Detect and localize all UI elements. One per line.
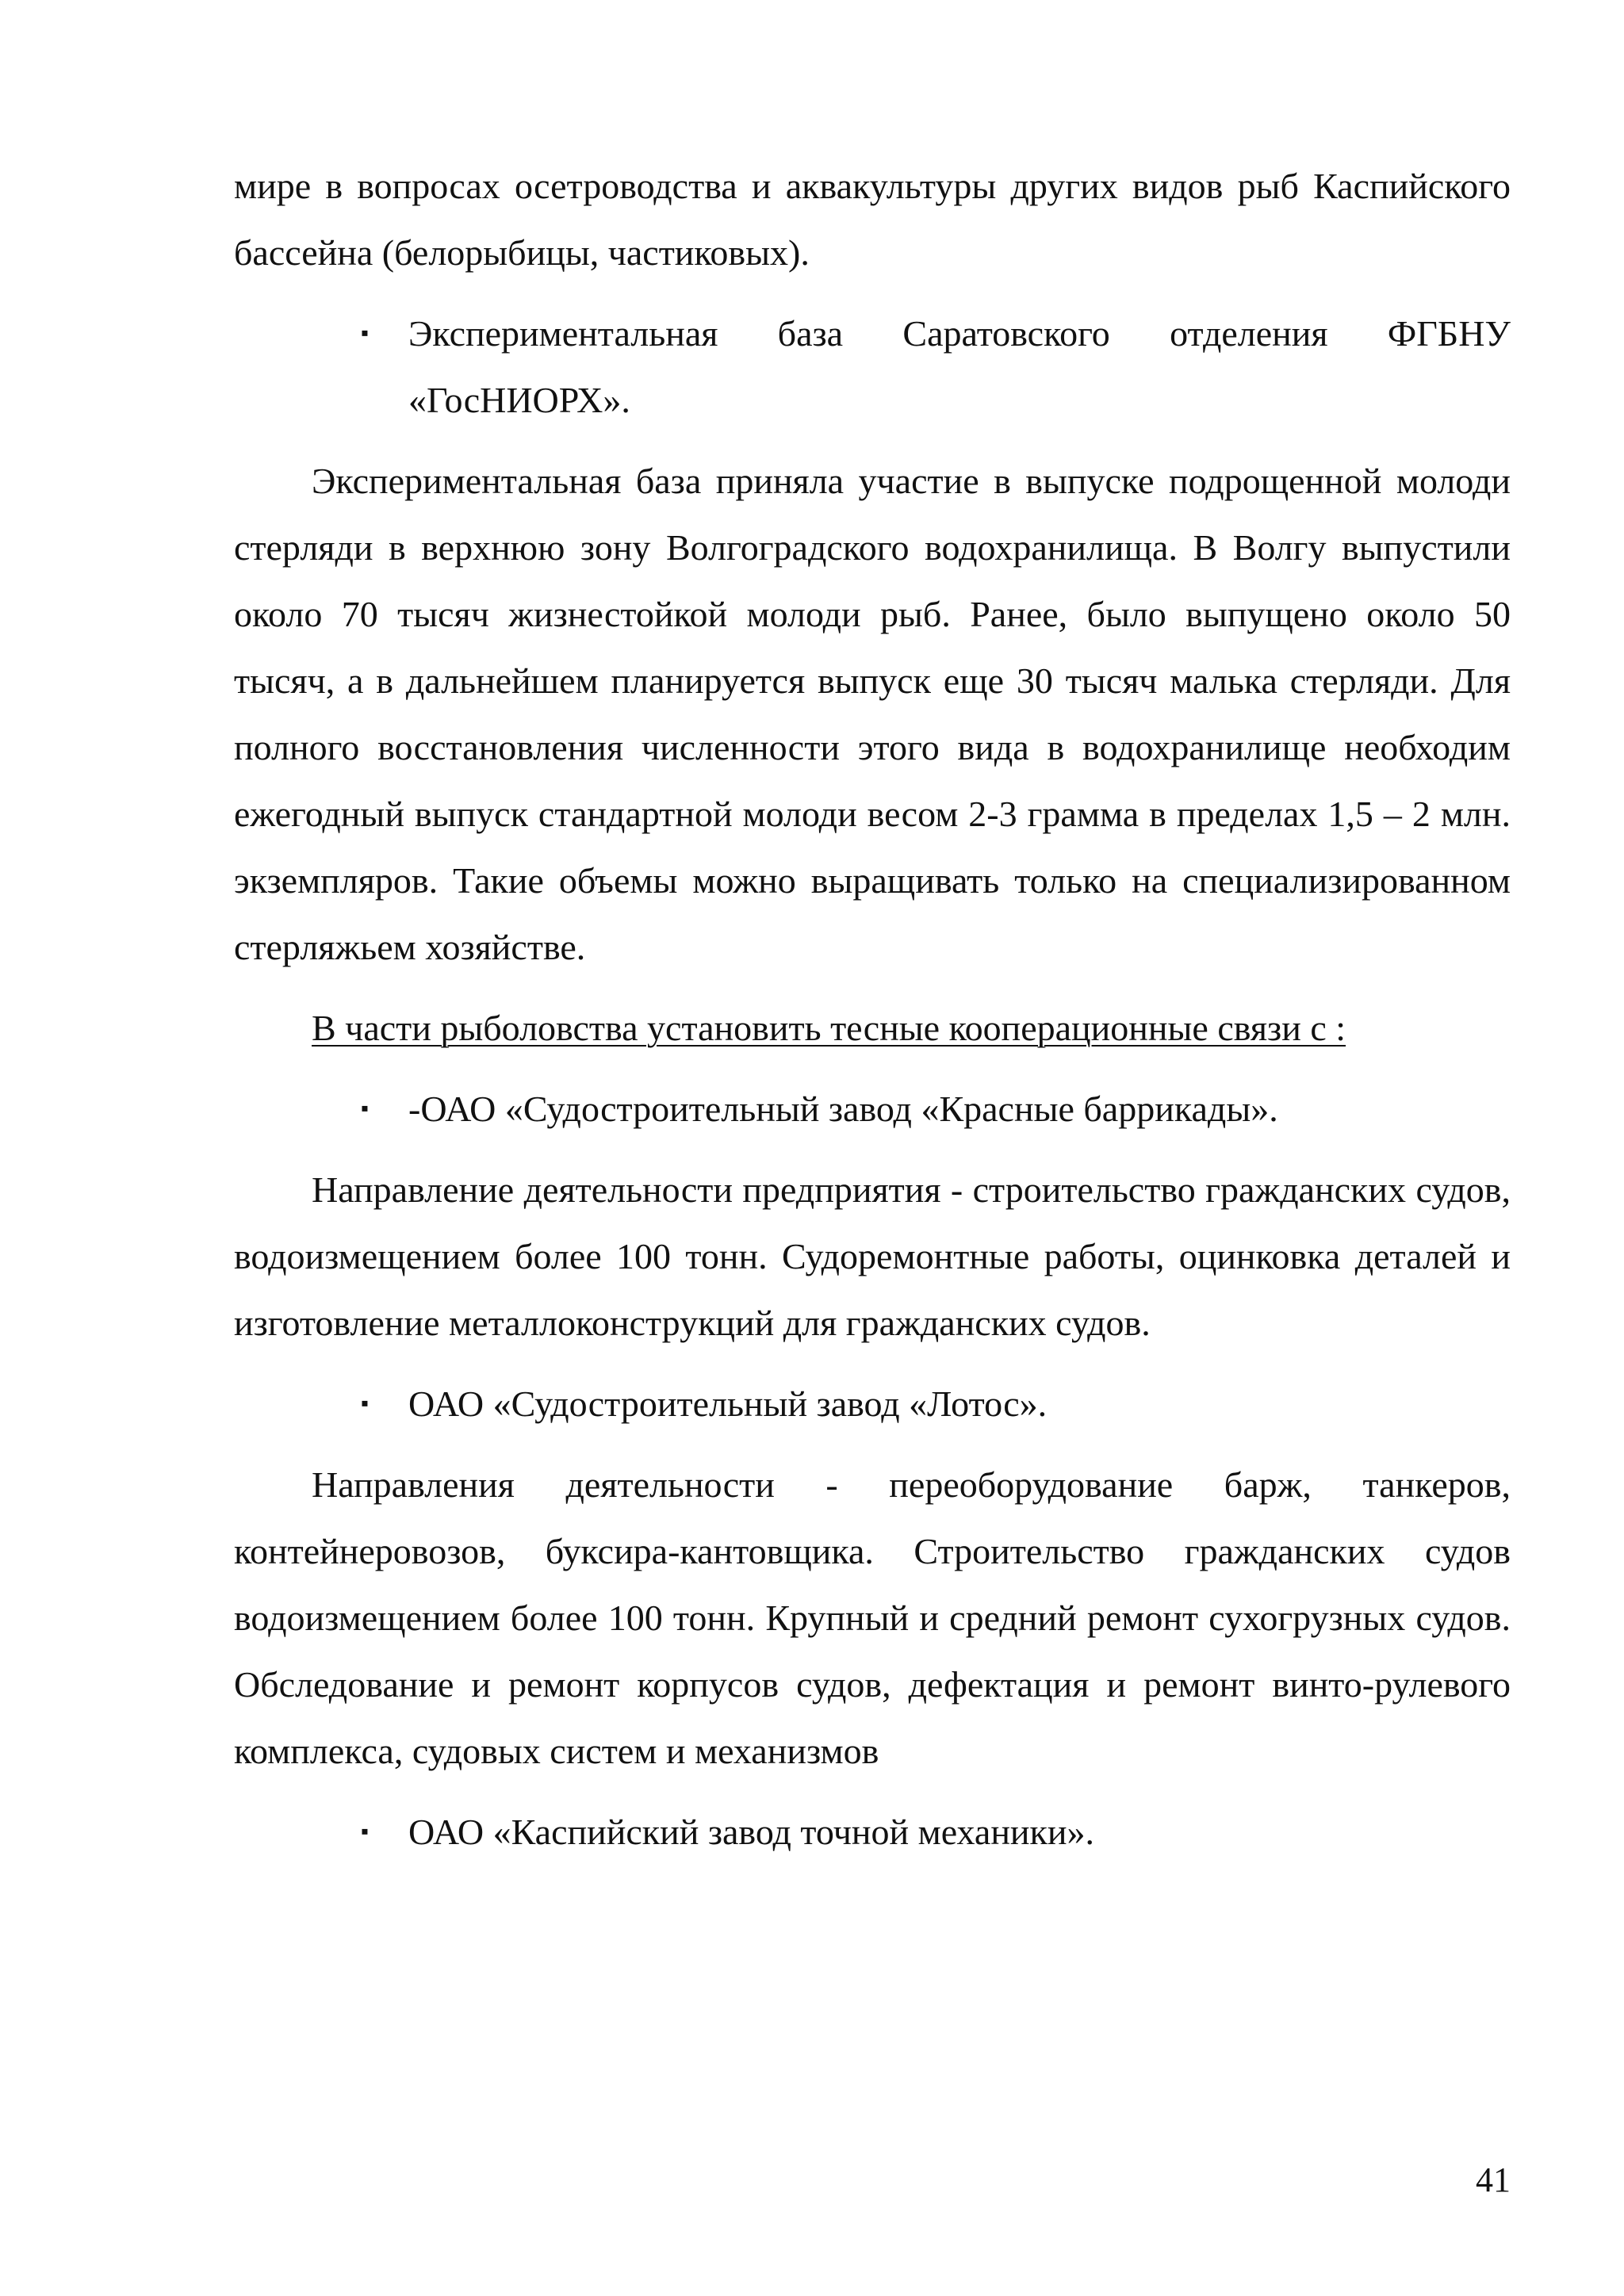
paragraph-lotos-activity: Направления деятельности - переоборудование барж, танкеров, контейнеровозов, буксира-кантовщика. Строительство гражданских судов водоизмещением более 100 тонн. Крупный и средний ремонт сухогрузных судов. Обследование и ремонт корпусов судов, дефектация и ремонт винто-рулевого комплекса, судовых систем и механизмов	[234, 1464, 1511, 1771]
page-body	[234, 153, 1511, 1880]
bullet-item-lotos	[234, 1371, 1511, 1437]
square-bullet-icon: ▪	[361, 1820, 369, 1844]
page-number: 41	[1476, 2160, 1511, 2199]
square-bullet-icon: ▪	[361, 321, 369, 346]
paragraph-experimental-base: Экспериментальная база приняла участие в выпуске подрощенной молоди стерляди в верхнюю зону Волгоградского водохранилища. В Волгу выпустили около 70 тысяч жизнестойкой молоди рыб. Ранее, было выпущено около 50 тысяч, а в дальнейшем планируется выпуск еще 30 тысяч малька стерляди. Для полного восстановления численности этого вида в водохранилище необходим ежегодный выпуск стандартной молоди весом 2-3 грамма в пределах 1,5 – 2 млн. экземпляров. Такие объемы можно выращивать только на специализированном стерляжьем хозяйстве.	[234, 461, 1511, 967]
section-heading-fishing-cooperation: В части рыболовства установить тесные кооперационные связи с :	[312, 1008, 1346, 1048]
bullet-text: Экспериментальная база Саратовского отделения ФГБНУ «ГосНИОРХ».	[408, 313, 1511, 420]
bullet-item-saratov-base	[234, 300, 1511, 434]
bullet-text: ОАО «Каспийский завод точной механики».	[408, 1812, 1095, 1852]
square-bullet-icon: ▪	[361, 1096, 369, 1121]
bullet-text: -ОАО «Судостроительный завод «Красные баррикады».	[408, 1089, 1278, 1129]
paragraph-krasnye-barrikady-activity: Направление деятельности предприятия - строительство гражданских судов, водоизмещением более 100 тонн. Судоремонтные работы, оцинковка деталей и изготовление металлоконструкций для гражданских судов.	[234, 1169, 1511, 1343]
paragraph-continuation: мире в вопросах осетроводства и аквакультуры других видов рыб Каспийского бассейна (белорыбицы, частиковых).	[234, 166, 1511, 273]
bullet-text: ОАО «Судостроительный завод «Лотос».	[408, 1383, 1048, 1424]
bullet-item-kaspiysky-zavod	[234, 1799, 1511, 1866]
bullet-item-krasnye-barrikady	[234, 1076, 1511, 1142]
square-bullet-icon: ▪	[361, 1391, 369, 1416]
